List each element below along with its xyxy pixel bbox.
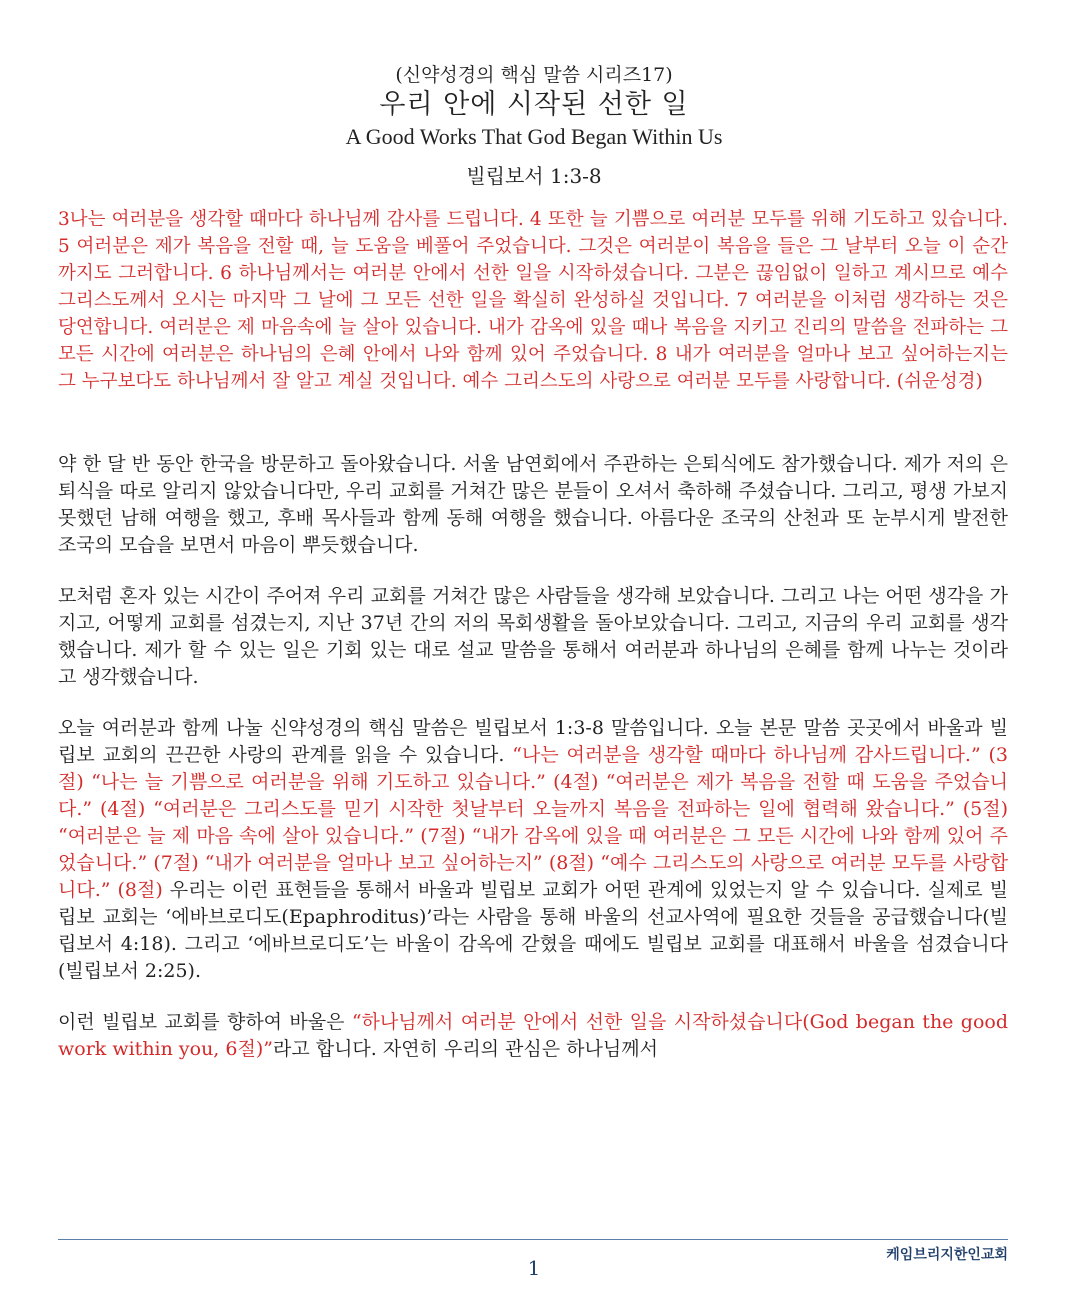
paragraph-4-continuation: 라고 합니다. 자연히 우리의 관심은 하나님께서	[272, 1038, 658, 1060]
spacer	[58, 559, 1008, 583]
series-label: (신약성경의 핵심 말씀 시리즈17)	[395, 64, 673, 86]
sermon-subtitle: A Good Works That God Began Within Us	[345, 124, 723, 149]
paragraph-1: 약 한 달 반 동안 한국을 방문하고 돌아왔습니다. 서울 남연회에서 주관하는 은퇴식에도 참가했습니다. 제가 저의 은퇴식을 따로 알리지 않았습니다만, 우리 교회를 거쳐간 많은 분들이 오셔서 축하해 주셨습니다. 그리고, 평생 가보지 못했던 남해 여행을 했고, 후배 목사들과 함께 동해 여행을 했습니다. 아름다운 조국의 산천과 또 눈부시게 발전한 조국의 모습을 보면서 마음이 뿌듯했습니다.	[58, 453, 1008, 556]
spacer	[58, 691, 1008, 715]
scripture-reference: 빌립보서 1:3-8	[466, 164, 602, 188]
spacer	[58, 395, 1008, 451]
page-number: 1	[527, 1256, 541, 1280]
paragraph-4-quote: “하나님께서 여러분 안에서 선한 일을 시작하셨습니다(God began the good work within you, 6절)”	[58, 1011, 1008, 1060]
paragraph-3	[58, 715, 1008, 985]
spacer	[58, 985, 1008, 1009]
sermon-body	[58, 206, 1008, 1063]
footer-divider	[58, 1239, 1008, 1240]
scripture-passage: 3나는 여러분을 생각할 때마다 하나님께 감사를 드립니다. 4 또한 늘 기쁨으로 여러분 모두를 위해 기도하고 있습니다. 5 여러분은 제가 복음을 전할 때, 늘 도움을 베풀어 주었습니다. 그것은 여러분이 복음을 들은 그 날부터 오늘 이 순간까지도 그러합니다. 6 하나님께서는 여러분 안에서 선한 일을 시작하셨습니다. 그분은 끊임없이 일하고 계시므로 예수 그리스도께서 오시는 마지막 그 날에 그 모든 선한 일을 확실히 완성하실 것입니다. 7 여러분을 이처럼 생각하는 것은 당연합니다. 여러분은 제 마음속에 늘 살아 있습니다. 내가 감옥에 있을 때나 복음을 지키고 진리의 말씀을 전파하는 그 모든 시간에 여러분은 하나님의 은혜 안에서 나와 함께 있어 주었습니다. 8 내가 여러분을 얼마나 보고 싶어하는지는 그 누구보다도 하나님께서 잘 알고 계실 것입니다. 예수 그리스도의 사랑으로 여러분 모두를 사랑합니다. (쉬운성경)	[58, 209, 1008, 392]
sermon-header	[0, 62, 1068, 190]
paragraph-4	[58, 1009, 1008, 1063]
sermon-title: 우리 안에 시작된 선한 일	[379, 89, 689, 120]
church-name: 케임브리지한인교회	[886, 1247, 1008, 1263]
paragraph-4-intro: 이런 빌립보 교회를 향하여 바울은	[58, 1011, 352, 1033]
paragraph-3-conclusion: 우리는 이런 표현들을 통해서 바울과 빌립보 교회가 어떤 관계에 있었는지 알 수 있습니다. 실제로 빌립보 교회는 ‘에바브로디도(Epaphroditus)’라는 사람을 통해 바울의 선교사역에 필요한 것들을 공급했습니다(빌립보서 4:18). 그리고 ‘에바브로디도’는 바울이 감옥에 갇혔을 때에도 빌립보 교회를 대표해서 바울을 섬겼습니다(빌립보서 2:25).	[58, 879, 1008, 982]
paragraph-3-quotes: “나는 여러분을 생각할 때마다 하나님께 감사드립니다.” (3절) “나는 늘 기쁨으로 여러분을 위해 기도하고 있습니다.” (4절) “여러분은 제가 복음을 전할 때 도움을 주었습니다.” (4절) “여러분은 그리스도를 믿기 시작한 첫날부터 오늘까지 복음을 전파하는 일에 협력해 왔습니다.” (5절) “여러분은 늘 제 마음 속에 살아 있습니다.” (7절) “내가 감옥에 있을 때 여러분은 그 모든 시간에 나와 함께 있어 주었습니다.” (7절) “내가 여러분을 얼마나 보고 싶어하는지” (8절) “예수 그리스도의 사랑으로 여러분 모두를 사랑합니다.” (8절)	[58, 744, 1008, 901]
paragraph-3-intro: 오늘 여러분과 함께 나눌 신약성경의 핵심 말씀은 빌립보서 1:3-8 말씀입니다. 오늘 본문 말씀 곳곳에서 바울과 빌립보 교회의 끈끈한 사랑의 관계를 읽을 수 있습니다.	[58, 717, 1008, 766]
paragraph-2: 모처럼 혼자 있는 시간이 주어져 우리 교회를 거쳐간 많은 사람들을 생각해 보았습니다. 그리고 나는 어떤 생각을 가지고, 어떻게 교회를 섬겼는지, 지난 37년 간의 저의 목회생활을 돌아보았습니다. 그리고, 지금의 우리 교회를 생각했습니다. 제가 할 수 있는 일은 기회 있는 대로 설교 말씀을 통해서 여러분과 하나님의 은혜를 함께 나누는 것이라고 생각했습니다.	[58, 585, 1008, 688]
